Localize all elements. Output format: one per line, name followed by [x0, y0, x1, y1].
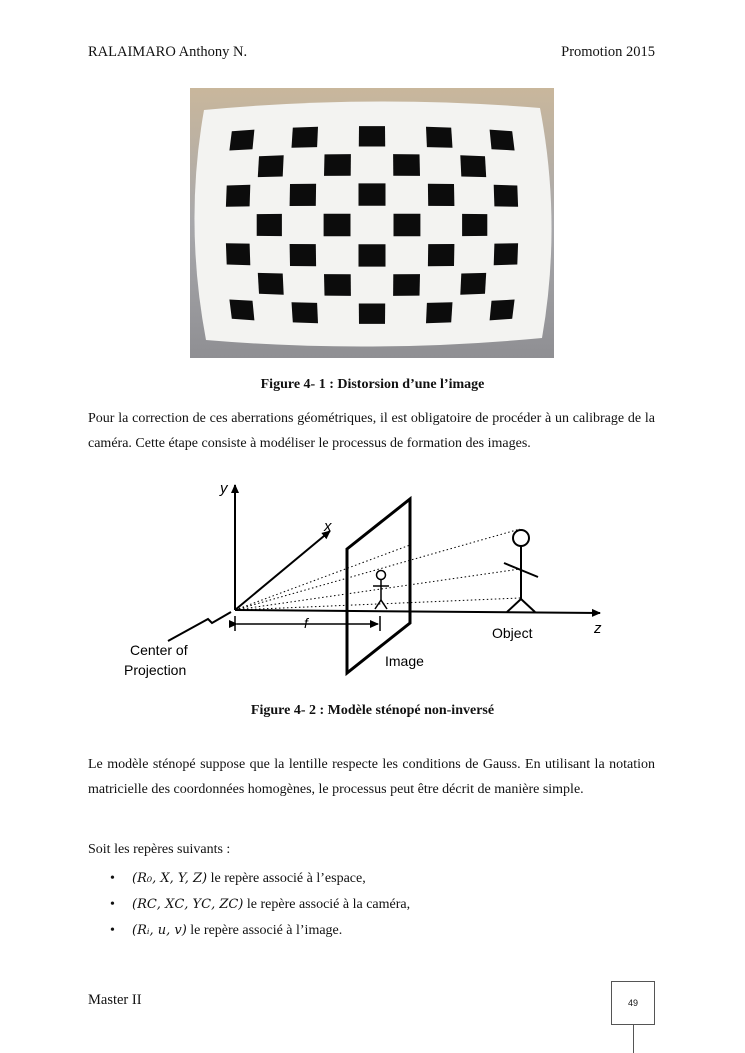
- checker-square: [324, 274, 351, 296]
- paragraph-calibration: Pour la correction de ces aberrations géométriques, il est obligatoire de procéder à un calibrage de la caméra. Cette étape consiste à modéliser le processus de formation des images.: [88, 411, 655, 451]
- checker-square: [359, 126, 385, 146]
- header-author: RALAIMARO Anthony N.: [88, 44, 248, 60]
- object-label: Object: [492, 625, 533, 641]
- checker-square: [257, 214, 282, 236]
- checker-square: [258, 155, 284, 177]
- checker-square: [490, 300, 515, 321]
- checker-square: [290, 244, 317, 266]
- x-axis: [235, 531, 330, 610]
- figure1-caption: Figure 4- 1 : Distorsion d’une l’image: [260, 377, 485, 392]
- checker-square: [460, 273, 486, 295]
- checker-square: [494, 243, 518, 265]
- center-pointer: [168, 612, 231, 641]
- page-number-tick: [633, 1024, 634, 1053]
- image-label: Image: [385, 653, 424, 669]
- checkerboard-photo: [190, 88, 554, 358]
- z-axis: [235, 610, 600, 613]
- projection-rays: [235, 529, 520, 610]
- projected-figure: [373, 571, 389, 610]
- x-label: x: [324, 518, 332, 535]
- checker-square: [229, 130, 254, 151]
- checker-square: [428, 244, 455, 266]
- checker-square: [426, 302, 453, 323]
- list-item: • (R𝐶, X𝐶, Y𝐶, Z𝐶) le repère associé à la caméra,: [110, 897, 411, 912]
- header-promotion: Promotion 2015: [561, 44, 655, 60]
- checker-square: [229, 300, 254, 321]
- focal-length-label: f: [304, 615, 308, 631]
- checker-square: [324, 154, 351, 176]
- checker-square: [324, 214, 351, 237]
- figure2-caption: Figure 4- 2 : Modèle sténopé non-inversé: [250, 703, 495, 718]
- center-label-line1: Center of: [130, 642, 188, 658]
- checker-square: [226, 243, 250, 265]
- checker-square: [426, 127, 453, 148]
- page-number: 49: [611, 981, 655, 1025]
- checker-square: [292, 127, 319, 148]
- checker-square: [359, 304, 385, 324]
- center-label-line2: Projection: [124, 662, 187, 678]
- checker-square: [393, 274, 420, 296]
- checker-square: [290, 184, 317, 206]
- z-label: z: [594, 620, 602, 637]
- footer-degree: Master II: [88, 992, 142, 1008]
- paragraph-pinhole-model: Le modèle sténopé suppose que la lentille respecte les conditions de Gauss. En utilisant la notation matricielle des coordonnées homogènes, le processus peut être décrit de manière simple.: [88, 757, 655, 797]
- y-label: y: [220, 480, 228, 497]
- checker-square: [490, 130, 515, 151]
- frames-list: [88, 869, 410, 947]
- paragraph-frames-intro: Soit les repères suivants :: [88, 842, 231, 857]
- list-item: • (Rᵢ, u, v) le repère associé à l’image.: [110, 923, 343, 938]
- checker-square: [292, 302, 319, 323]
- checker-square: [258, 273, 284, 295]
- checker-square: [462, 214, 487, 236]
- checker-square: [460, 155, 486, 177]
- checker-square: [359, 244, 386, 266]
- checker-square: [394, 214, 421, 237]
- checker-square: [393, 154, 420, 176]
- checker-square: [359, 183, 386, 205]
- pinhole-model-diagram: [100, 473, 620, 683]
- checker-square: [226, 185, 250, 207]
- checker-square: [494, 185, 518, 207]
- checker-square: [428, 184, 455, 206]
- list-item: • (R₀, X, Y, Z) le repère associé à l’espace,: [110, 871, 366, 886]
